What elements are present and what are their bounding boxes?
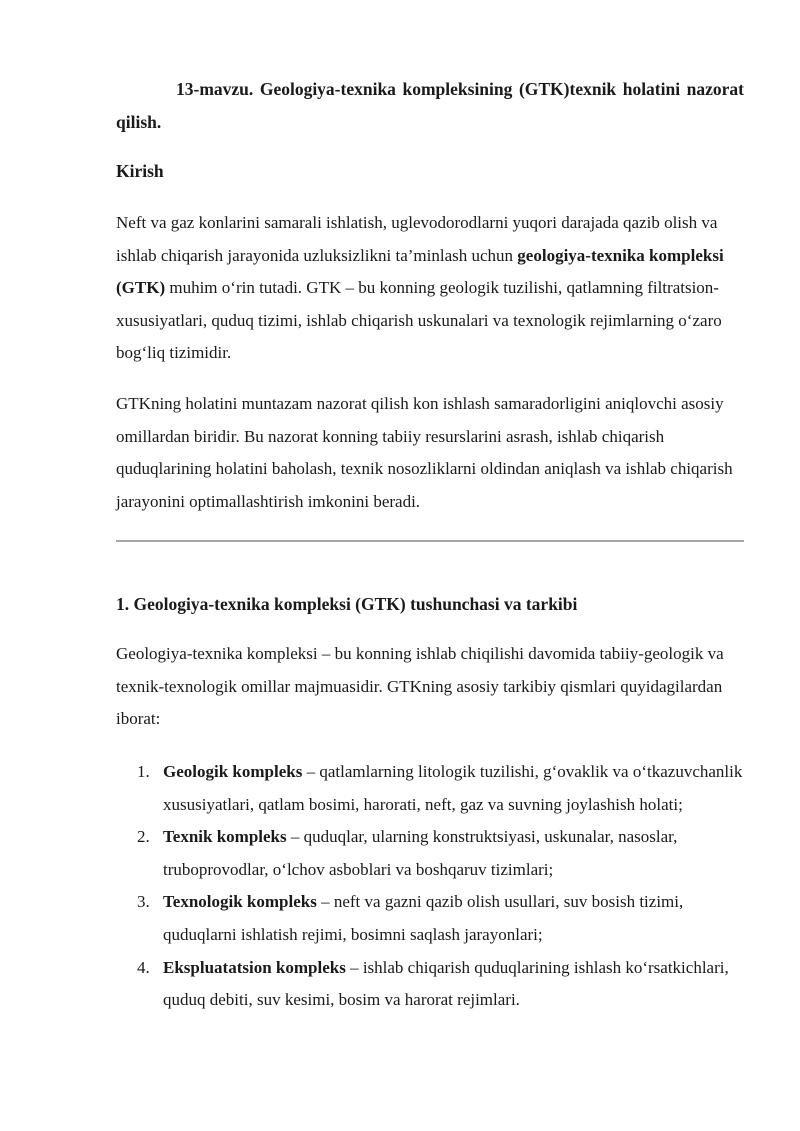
section-1-paragraph: Geologiya-texnika kompleksi – bu konning ishlab chiqilishi davomida tabiiy-geologik va texnik-texnologik omillar majmuasidir. GTKning asosiy tarkibiy qismlari quyidagilardan iborat:	[116, 644, 724, 729]
intro-p1-text-end: muhim o‘rin tutadi. GTK – bu konning geologik tuzilishi, qatlamning filtratsion-xususiyatlari, quduq tizimi, ishlab chiqarish uskunalari va texnologik rejimlarning o‘zaro bog‘liq tizimidir.	[116, 278, 722, 363]
list-item-number: 4.	[137, 957, 150, 977]
intro-p1-bold-term: geologiya-texnika kompleksi (GTK)	[116, 245, 724, 298]
list-item-term: Geologik kompleks	[163, 762, 303, 781]
list-item-text: – quduqlar, ularning konstruktsiyasi, uskunalar, nasoslar, truboprovodlar, o‘lchov asboblari va boshqaruv tizimlari;	[163, 827, 678, 879]
document-title: 13-mavzu. Geologiya-texnika kompleksining (GTK)texnik holatini nazorat qilish.	[116, 79, 744, 132]
section-1-heading: 1. Geologiya-texnika kompleksi (GTK) tushunchasi va tarkibi	[116, 594, 578, 614]
intro-heading: Kirish	[116, 161, 164, 181]
list-item-number: 1.	[137, 762, 150, 781]
intro-paragraph-1	[116, 207, 744, 370]
horizontal-divider	[116, 540, 744, 542]
list-item-text: – qatlamlarning litologik tuzilishi, g‘ovaklik va o‘tkazuvchanlik xususiyatlari, qatlam bosimi, harorati, neft, gaz va suvning joylashish holati;	[163, 762, 743, 814]
list-item	[116, 886, 744, 951]
components-list	[116, 756, 744, 1017]
list-item-text: – ishlab chiqarish quduqlarining ishlash ko‘rsatkichlari, quduq debiti, suv kesimi, bosim va harorat rejimlari.	[163, 957, 729, 1010]
intro-p1-text-start: Neft va gaz konlarini samarali ishlatish, uglevodorodlarni yuqori darajada qazib olish va ishlab chiqarish jarayonida uzluksizlikni ta’minlash uchun	[116, 213, 718, 265]
list-item-text: – neft va gazni qazib olish usullari, suv bosish tizimi, quduqlarni ishlatish rejimi, bosimni saqlash jarayonlari;	[163, 892, 684, 944]
list-item	[116, 756, 744, 821]
list-item	[116, 821, 744, 886]
list-item-number: 2.	[137, 827, 150, 847]
list-item	[116, 952, 744, 1017]
intro-paragraph-2: GTKning holatini muntazam nazorat qilish kon ishlash samaradorligini aniqlovchi asosiy omillardan biridir. Bu nazorat konning tabiiy resurslarini asrash, ishlab chiqarish quduqlarining holatini baholash, texnik nosozliklarni oldindan aniqlash va ishlab chiqarish jarayonini optimallashtirish imkonini beradi.	[116, 394, 733, 511]
list-item-term: Texnologik kompleks	[163, 892, 317, 912]
list-item-number: 3.	[137, 892, 150, 912]
list-item-term: Texnik kompleks	[163, 827, 287, 847]
list-item-term: Ekspluatatsion kompleks	[163, 957, 346, 977]
